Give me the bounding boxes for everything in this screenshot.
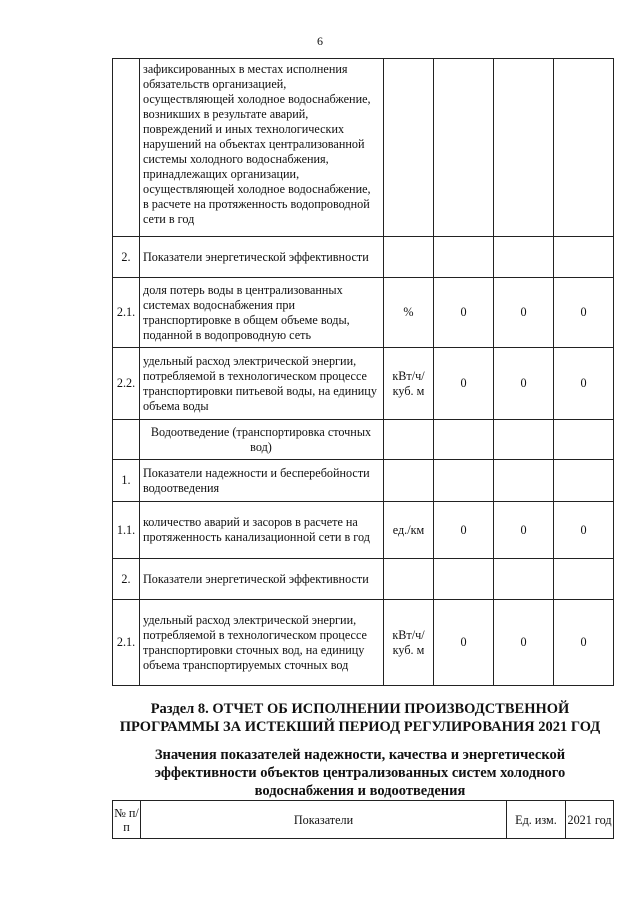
row-value: 0 [494, 278, 554, 348]
table-row [113, 278, 614, 348]
row-description: Показатели энергетической эффективности [140, 237, 384, 278]
table-row [113, 59, 614, 237]
header-year: 2021 год [566, 801, 614, 839]
row-description: доля потерь воды в централизованных системах водоснабжения при транспортировке в общем объеме воды, поданной в водопроводную сеть [140, 278, 384, 348]
row-value [434, 420, 494, 460]
row-unit: кВт/ч/ куб. м [384, 600, 434, 686]
row-unit: ед./км [384, 502, 434, 559]
table-row [113, 348, 614, 420]
row-description: Показатели энергетической эффективности [140, 559, 384, 600]
row-value [554, 237, 614, 278]
row-number [113, 420, 140, 460]
subsection-title: Значения показателей надежности, качества и энергетической эффективности объектов централизованных систем холодного водоснабжения и водоотведения [154, 747, 566, 799]
row-value [494, 559, 554, 600]
table-row [113, 237, 614, 278]
row-value [434, 460, 494, 502]
header-unit: Ед. изм. [507, 801, 566, 839]
row-value [554, 460, 614, 502]
row-description: количество аварий и засоров в расчете на протяженность канализационной сети в год [140, 502, 384, 559]
row-value: 0 [554, 502, 614, 559]
row-unit [384, 420, 434, 460]
table-row [113, 600, 614, 686]
row-description: зафиксированных в местах исполнения обязательств организацией, осуществляющей холодное водоснабжение, возникших в результате аварий, повреждений и иных технологических нарушений на объектах централизованной системы холодного водоснабжения, принадлежащих организации, осуществляющей холодное водоснабжение, в расчете на протяженность водопроводной сети в год [140, 59, 384, 237]
row-value: 0 [434, 278, 494, 348]
row-value [554, 559, 614, 600]
row-unit: кВт/ч/ куб. м [384, 348, 434, 420]
row-value: 0 [554, 348, 614, 420]
row-number: 2. [113, 559, 140, 600]
row-value [554, 59, 614, 237]
header-indicators: Показатели [141, 801, 507, 839]
row-value [494, 59, 554, 237]
row-value: 0 [494, 348, 554, 420]
table-row [113, 420, 614, 460]
row-value [434, 559, 494, 600]
header-number: № п/п [113, 801, 141, 839]
section-heading: Водоотведение (транспортировка сточных вод) [140, 420, 384, 460]
table-header-row [113, 801, 614, 839]
row-value: 0 [434, 600, 494, 686]
row-description: Показатели надежности и бесперебойности водоотведения [140, 460, 384, 502]
indicators-table-continued [112, 58, 614, 686]
row-unit [384, 460, 434, 502]
section-title: Раздел 8. ОТЧЕТ ОБ ИСПОЛНЕНИИ ПРОИЗВОДСТВЕННОЙ ПРОГРАММЫ ЗА ИСТЕКШИЙ ПЕРИОД РЕГУЛИРОВАНИЯ 2021 ГОД [119, 701, 601, 735]
row-unit [384, 237, 434, 278]
row-value [494, 460, 554, 502]
row-number: 2.2. [113, 348, 140, 420]
row-description: удельный расход электрической энергии, потребляемой в технологическом процессе транспортировки питьевой воды, на единицу объема воды [140, 348, 384, 420]
row-number: 2. [113, 237, 140, 278]
table-row [113, 559, 614, 600]
row-number: 1.1. [113, 502, 140, 559]
row-value [494, 420, 554, 460]
row-number: 2.1. [113, 600, 140, 686]
row-value [434, 237, 494, 278]
row-number: 2.1. [113, 278, 140, 348]
row-value: 0 [494, 600, 554, 686]
row-value: 0 [554, 278, 614, 348]
row-unit: % [384, 278, 434, 348]
table-row [113, 502, 614, 559]
row-description: удельный расход электрической энергии, потребляемой в технологическом процессе транспортировки сточных вод, на единицу объема транспортируемых сточных вод [140, 600, 384, 686]
row-number: 1. [113, 460, 140, 502]
row-number [113, 59, 140, 237]
row-unit [384, 59, 434, 237]
row-value: 0 [494, 502, 554, 559]
row-value: 0 [554, 600, 614, 686]
row-value [554, 420, 614, 460]
row-unit [384, 559, 434, 600]
page-number: 6 [317, 34, 323, 48]
row-value [494, 237, 554, 278]
row-value: 0 [434, 348, 494, 420]
indicators-report-table [112, 800, 614, 839]
row-value: 0 [434, 502, 494, 559]
row-value [434, 59, 494, 237]
table-row [113, 460, 614, 502]
